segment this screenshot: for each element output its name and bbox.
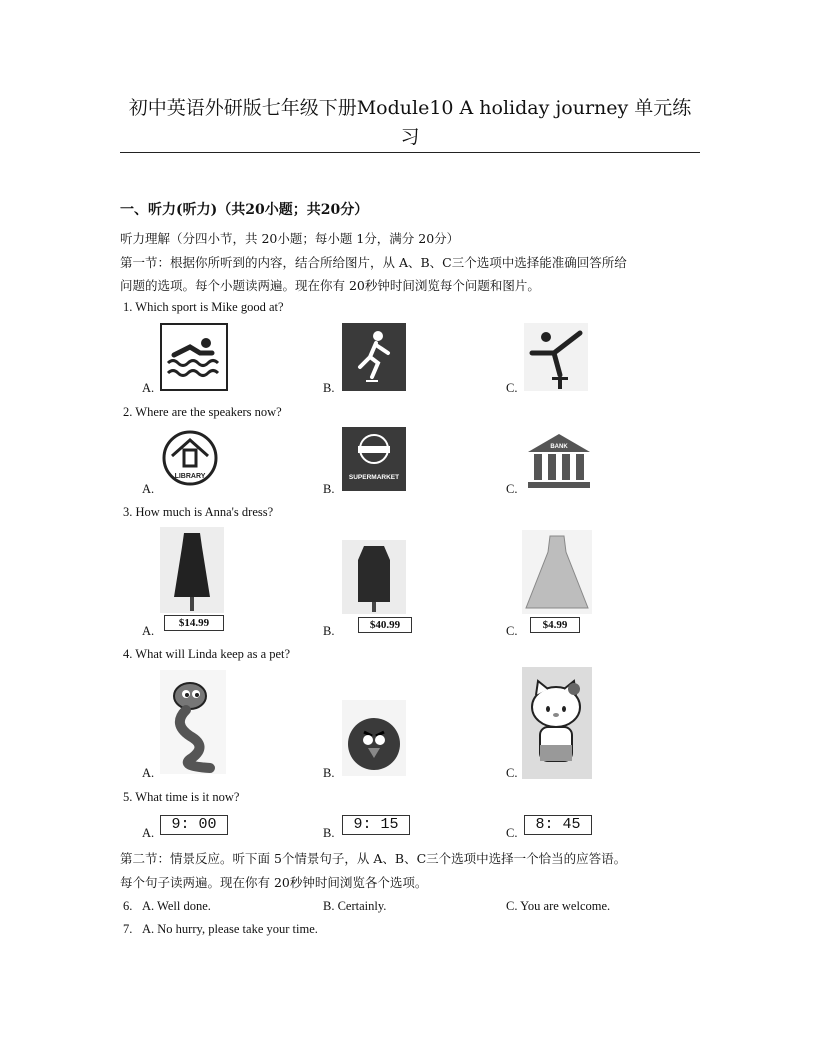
q4-option-a: A. xyxy=(142,766,155,780)
q3-option-b: B. xyxy=(323,624,335,638)
pink-gown-icon xyxy=(522,530,592,614)
question-3: 3. How much is Anna's dress? xyxy=(123,505,274,519)
snake-icon xyxy=(160,670,226,774)
supermarket-label: SUPERMARKET xyxy=(348,474,400,481)
q2-option-c: C. xyxy=(506,482,518,496)
part2-instruction-line2: 每个句子读两遍。现在你有 20秒钟时间浏览各个选项。 xyxy=(120,875,428,890)
library-sign-icon xyxy=(162,430,218,486)
swimming-icon xyxy=(160,323,228,391)
q6-option-c: C. You are welcome. xyxy=(506,899,611,913)
title-divider xyxy=(120,152,700,153)
q7-option-a: A. No hurry, please take your time. xyxy=(142,922,318,936)
price-tag-b: $40.99 xyxy=(358,617,412,633)
part1-instruction-line2: 问题的选项。每个小题读两遍。现在你有 20秒钟时间浏览每个问题和图片。 xyxy=(120,278,540,293)
q6-option-a: A. Well done. xyxy=(142,899,211,913)
q4-option-b: B. xyxy=(323,766,335,780)
skating-icon xyxy=(342,323,406,391)
bank-label: BANK xyxy=(550,444,568,450)
q3-option-c: C. xyxy=(506,624,518,638)
q1-option-a: A. xyxy=(142,381,155,395)
gymnastics-icon xyxy=(524,323,588,391)
part2-instruction-line1: 第二节：情景反应。听下面 5个情景句子，从 A、B、C三个选项中选择一个恰当的应答语。 xyxy=(120,851,627,866)
section-intro: 听力理解（分四小节，共 20小题；每小题 1分，满分 20分） xyxy=(120,231,460,246)
black-coat-icon xyxy=(342,540,406,614)
time-display-c: 8: 45 xyxy=(524,815,592,835)
q6-number: 6. xyxy=(123,899,133,913)
q7-number: 7. xyxy=(123,922,133,936)
q5-option-a: A. xyxy=(142,826,155,840)
library-label: LIBRARY xyxy=(174,473,206,480)
angry-bird-icon xyxy=(342,700,406,776)
q5-option-b: B. xyxy=(323,826,335,840)
q2-option-b: B. xyxy=(323,482,335,496)
page-title: 初中英语外研版七年级下册Module10 A holiday journey 单元练习 xyxy=(128,97,692,148)
price-tag-c: $4.99 xyxy=(530,617,580,633)
question-4: 4. What will Linda keep as a pet? xyxy=(123,647,291,661)
question-2: 2. Where are the speakers now? xyxy=(123,405,282,419)
bank-building-icon xyxy=(524,432,594,490)
q3-option-a: A. xyxy=(142,624,155,638)
q1-option-c: C. xyxy=(506,381,518,395)
time-display-a: 9: 00 xyxy=(160,815,228,835)
question-5: 5. What time is it now? xyxy=(123,790,240,804)
price-tag-a: $14.99 xyxy=(164,615,224,631)
q4-option-c: C. xyxy=(506,766,518,780)
section-heading: 一、听力(听力)（共20小题；共20分） xyxy=(120,202,369,218)
supermarket-sign-icon xyxy=(342,427,406,491)
hello-kitty-cat-icon xyxy=(522,667,592,779)
q5-option-c: C. xyxy=(506,826,518,840)
question-1: 1. Which sport is Mike good at? xyxy=(123,300,284,314)
q1-option-b: B. xyxy=(323,381,335,395)
black-dress-icon xyxy=(160,527,224,613)
q6-option-b: B. Certainly. xyxy=(323,899,387,913)
q2-option-a: A. xyxy=(142,482,155,496)
part1-instruction-line1: 第一节：根据你所听到的内容，结合所给图片，从 A、B、C三个选项中选择能准确回答所给 xyxy=(120,255,627,270)
time-display-b: 9: 15 xyxy=(342,815,410,835)
